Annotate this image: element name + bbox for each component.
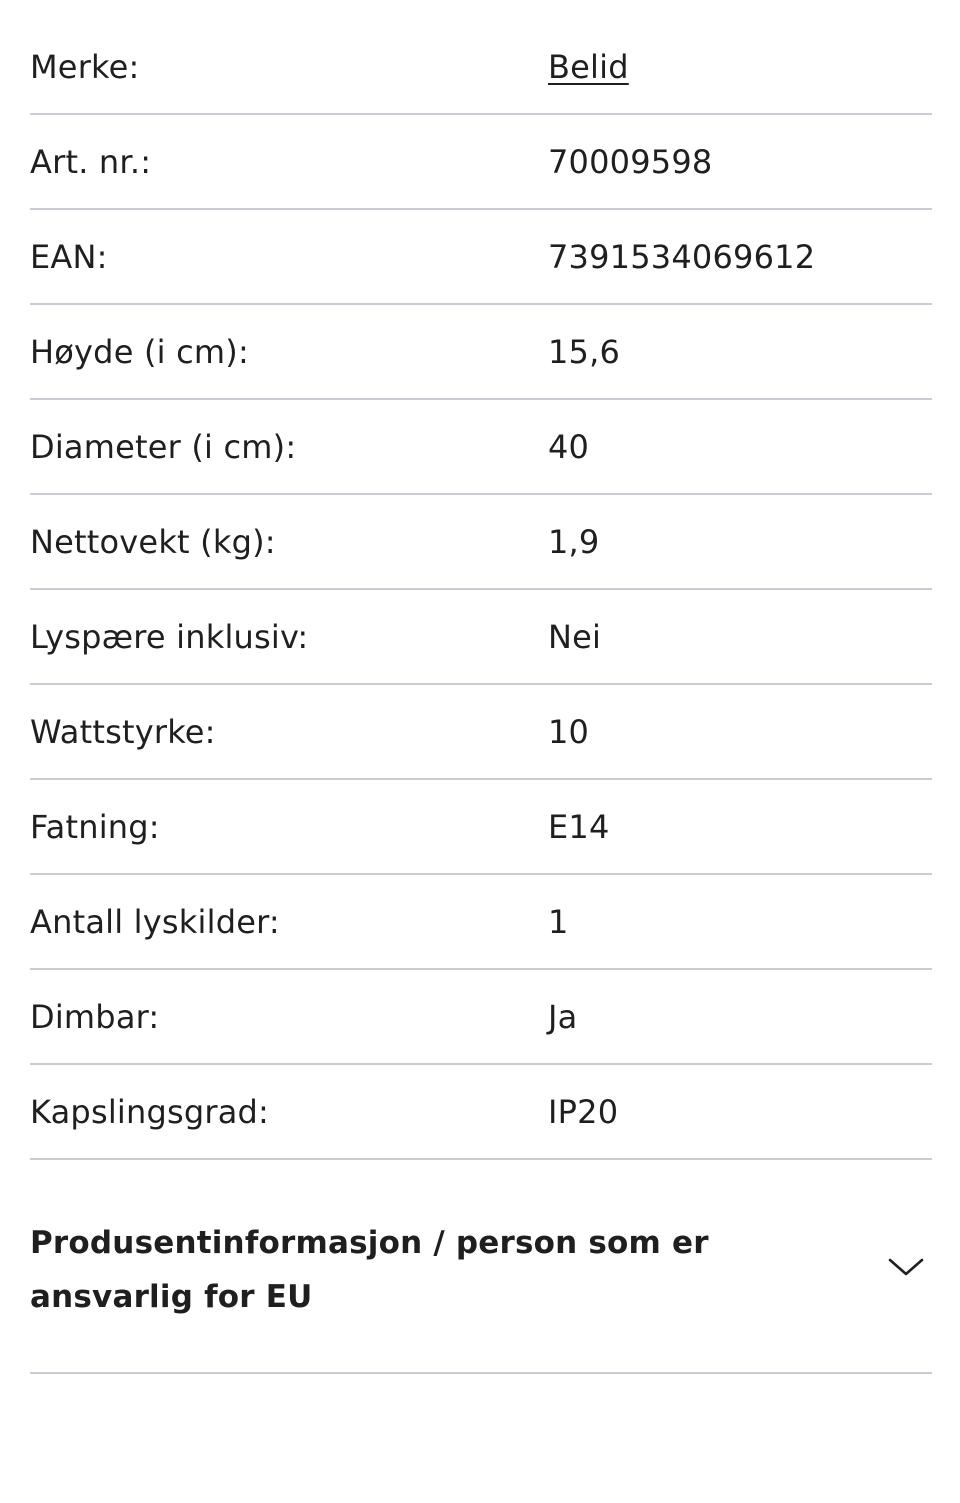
spec-label: Fatning: — [30, 807, 160, 846]
spec-value: 1,9 — [548, 522, 600, 561]
spec-label: EAN: — [30, 237, 108, 276]
spec-label: Merke: — [30, 47, 140, 86]
spec-label: Dimbar: — [30, 997, 160, 1036]
chevron-down-icon[interactable] — [888, 1255, 924, 1279]
spec-row-net-weight — [30, 495, 932, 590]
spec-value: IP20 — [548, 1092, 619, 1131]
spec-label: Nettovekt (kg): — [30, 522, 276, 561]
spec-row-ip-rating — [30, 1065, 932, 1160]
spec-row-brand — [30, 20, 932, 115]
spec-row-height — [30, 305, 932, 400]
spec-row-light-sources — [30, 875, 932, 970]
spec-value: Nei — [548, 617, 602, 656]
spec-value: 1 — [548, 902, 569, 941]
manufacturer-info-accordion[interactable] — [30, 1167, 932, 1374]
spec-value: Ja — [548, 997, 578, 1036]
spec-label: Diameter (i cm): — [30, 427, 297, 466]
spec-row-dimmable — [30, 970, 932, 1065]
spec-value: 15,6 — [548, 332, 621, 371]
spec-label: Antall lyskilder: — [30, 902, 280, 941]
spec-value: E14 — [548, 807, 610, 846]
spec-row-bulb-included — [30, 590, 932, 685]
spec-row-diameter — [30, 400, 932, 495]
spec-value: 70009598 — [548, 142, 713, 181]
spec-value: 7391534069612 — [548, 237, 816, 276]
spec-row-article-number — [30, 115, 932, 210]
spec-row-ean — [30, 210, 932, 305]
spec-label: Kapslingsgrad: — [30, 1092, 270, 1131]
accordion-title: Produsentinformasjon / person som er ansvarlig for EU — [30, 1224, 709, 1315]
spec-label: Lyspære inklusiv: — [30, 617, 309, 656]
spec-row-socket — [30, 780, 932, 875]
spec-row-wattage — [30, 685, 932, 780]
spec-value: 10 — [548, 712, 590, 751]
spec-label: Wattstyrke: — [30, 712, 216, 751]
spec-label: Art. nr.: — [30, 142, 152, 181]
brand-link[interactable]: Belid — [548, 47, 629, 86]
product-specs-table — [30, 20, 932, 1160]
spec-label: Høyde (i cm): — [30, 332, 249, 371]
spec-value: 40 — [548, 427, 590, 466]
